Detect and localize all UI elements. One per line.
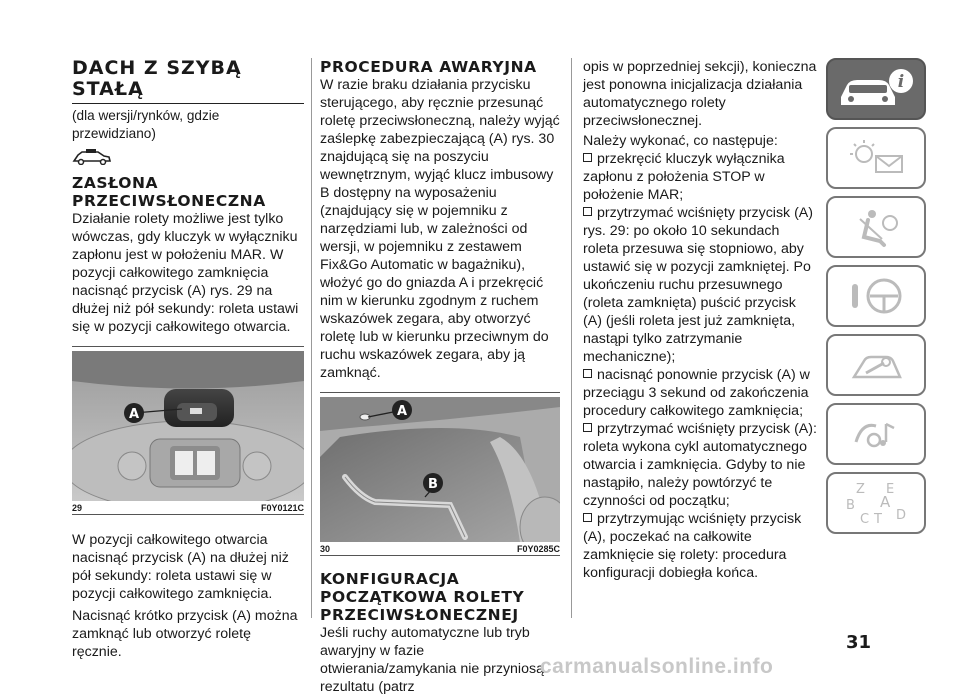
checkbox-bullet-icon — [583, 207, 592, 216]
column-2 — [320, 58, 560, 696]
column-1 — [72, 58, 304, 661]
figure-29 — [72, 346, 304, 515]
svg-text:i: i — [897, 72, 905, 92]
callout-a: A — [128, 407, 140, 422]
bullet-item: nacisnąć ponownie przycisk (A) w przeciągu 3 sekund od zakończenia procedury całkowitego zamknięcia; — [583, 367, 810, 419]
index-letter: C — [860, 512, 870, 527]
subsection-title: PRZECIWSŁONECZNEJ — [320, 606, 519, 624]
sunroof-car-icon — [72, 147, 304, 170]
column-divider — [571, 58, 572, 618]
chapter-tabs — [826, 58, 930, 541]
tab-car-info[interactable] — [826, 58, 926, 120]
checkbox-bullet-icon — [583, 423, 592, 432]
index-letter: Z — [856, 482, 865, 497]
subsection-title: POCZĄTKOWA ROLETY — [320, 588, 525, 606]
figure-caption — [320, 544, 560, 556]
multimedia-icon — [836, 412, 916, 456]
steering-wheel-icon — [836, 274, 916, 318]
paragraph: Działanie rolety możliwe jest tylko wówczas, gdy kluczyk w wyłączniku zapłonu jest w położeniu MAR. W pozycji całkowitego zamknięcia nacisnąć przycisk (A) rys. 29 na dłużej niż pół sekundy: roleta ustawi się w pozycji całkowitego otwarcia. — [72, 211, 299, 335]
index-letter: B — [846, 498, 855, 513]
paragraph: W pozycji całkowitego otwarcia nacisnąć przycisk (A) na dłużej niż pół sekundy: roleta ustawi się w pozycji całkowitego zamknięcia. — [72, 532, 289, 602]
car-info-icon — [835, 67, 917, 111]
figure-number: 30 — [320, 544, 331, 554]
bullet-item: przekręcić kluczyk wyłącznika zapłonu z położenia STOP w położenie MAR; — [583, 151, 785, 203]
figure-caption — [72, 503, 304, 515]
emergency-key-illustration — [320, 397, 560, 542]
tab-emergency[interactable] — [826, 334, 926, 396]
tab-index[interactable] — [826, 472, 926, 534]
figure-code: F0Y0285C — [516, 544, 560, 554]
bullet-item: przytrzymać wciśnięty przycisk (A): roleta wykona cykl automatycznego otwarcia i zamknięcia. Gdyby to nie nastąpiło, należy powtórzyć te czynności od początku; — [583, 421, 817, 509]
figure-code: F0Y0121C — [260, 503, 304, 513]
paragraph: opis w poprzedniej sekcji), konieczna jest ponowna inicjalizacja działania automatycznego rolety przeciwsłonecznej. — [583, 59, 817, 129]
column-divider — [311, 58, 312, 618]
bullet-item: przytrzymując wciśnięty przycisk (A), poczekać na całkowite zamknięcie się rolety: procedura konfiguracji dobiegła końca. — [583, 511, 802, 581]
callout-b: B — [428, 477, 438, 492]
alphabet-index-icon — [836, 479, 916, 527]
section-title-block — [72, 58, 304, 104]
index-letter: A — [880, 493, 891, 511]
availability-note: (dla wersji/rynków, gdzie przewidziano) — [72, 108, 220, 141]
roof-console-illustration — [72, 351, 304, 501]
callout-a: A — [396, 404, 408, 419]
paragraph: Należy wykonać, co następuje: — [583, 133, 778, 149]
tab-safety[interactable] — [826, 196, 926, 258]
tab-starting-driving[interactable] — [826, 265, 926, 327]
index-letter: T — [874, 512, 882, 527]
index-letter: D — [896, 508, 907, 523]
paragraph: Jeśli ruchy automatyczne lub tryb awaryjny w fazie otwierania/zamykania nie przyniosą rezultatu (patrz — [320, 625, 544, 695]
subsection-title: PRZECIWSŁONECZNA — [72, 192, 266, 210]
column-3 — [583, 58, 817, 582]
checkbox-bullet-icon — [583, 369, 592, 378]
subsection-title: ZASŁONA — [72, 174, 159, 192]
bullet-item: przytrzymać wciśnięty przycisk (A) rys. 29: po około 10 sekundach roleta przesuwa się stopniowo, aby ustawić się w pozycji zamkniętej. Po ukończeniu ruchu przesuwnego (roleta zamknięta) puścić przycisk (A) (jeśli roleta jest już zamknięta, nastąpi tylko zatrzymanie mechaniczne); — [583, 205, 813, 365]
tab-multimedia[interactable] — [826, 403, 926, 465]
page-number: 31 — [846, 632, 872, 653]
checkbox-bullet-icon — [583, 153, 592, 162]
wrench-car-icon — [836, 343, 916, 387]
paragraph: W razie braku działania przycisku sterującego, aby ręcznie przesunąć roletę przeciwsłoneczną, należy wyjąć zaślepkę zabezpieczającą (A) rys. 30 znajdującą się na poszyciu wewnętrznym, wyjąć klucz imbusowy B dostępny na wyposażeniu (znajdujący się w pojemniku z narzędziami lub, w zależności od wersji, w pojemniku z zestawem Fix&Go Automatic w bagażniku), włożyć go do gniazda A i przekręcić nim w kierunku zgodnym z ruchem wskazówek zegara, aby otworzyć roletę lub w kierunku przeciwnym do ruchu wskazówek zegara, aby ją zamknąć. — [320, 77, 560, 381]
section-title: STAŁĄ — [72, 78, 144, 100]
airbag-seat-icon — [836, 205, 916, 249]
section-title: DACH Z SZYBĄ — [72, 57, 242, 79]
checkbox-bullet-icon — [583, 513, 592, 522]
figure-30 — [320, 392, 560, 556]
subsection-title: KONFIGURACJA — [320, 570, 460, 588]
warning-lights-icon — [836, 136, 916, 180]
watermark: carmanualsonline.info — [540, 655, 774, 678]
subsection-title: PROCEDURA AWARYJNA — [320, 58, 537, 76]
figure-number: 29 — [72, 503, 83, 513]
index-letter: E — [886, 482, 895, 497]
tab-warning-lights[interactable] — [826, 127, 926, 189]
paragraph: Nacisnąć krótko przycisk (A) można zamknąć lub otworzyć roletę ręcznie. — [72, 608, 298, 660]
